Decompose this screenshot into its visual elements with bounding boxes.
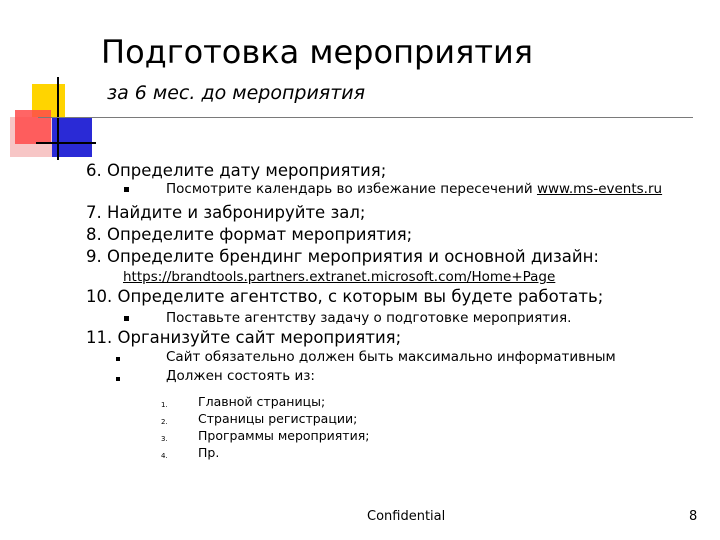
sub-list-item: Поставьте агентству задачу о подготовке мероприятия. bbox=[166, 310, 572, 326]
sub-sub-list-item: Пр. bbox=[198, 445, 220, 460]
sub-number: 1. bbox=[161, 401, 168, 409]
decor-horizontal-line bbox=[36, 142, 96, 144]
title-underline bbox=[38, 117, 693, 118]
bullet bbox=[124, 316, 129, 321]
list-item: 6. Определите дату мероприятия; bbox=[86, 161, 387, 180]
decor-vertical-line bbox=[57, 77, 59, 160]
decor-red-square bbox=[15, 110, 51, 144]
sub-sub-list-item: Страницы регистрации; bbox=[198, 411, 358, 426]
list-item: 7. Найдите и забронируйте зал; bbox=[86, 203, 366, 222]
bullet bbox=[116, 377, 120, 381]
sub-number: 2. bbox=[161, 418, 168, 426]
brandtools-link[interactable]: https://brandtools.partners.extranet.microsoft.com/Home+Page bbox=[123, 269, 556, 285]
sub-number: 3. bbox=[161, 435, 168, 443]
sub-list-item bbox=[166, 180, 662, 198]
list-item: 10. Определите агентство, с которым вы будете работать; bbox=[86, 287, 604, 306]
list-item: 8. Определите формат мероприятия; bbox=[86, 225, 413, 244]
list-item: 11. Организуйте сайт мероприятия; bbox=[86, 328, 402, 347]
page-number: 8 bbox=[689, 509, 698, 524]
sub-sub-list-item: Программы мероприятия; bbox=[198, 428, 370, 443]
slide-subtitle: за 6 мес. до мероприятия bbox=[107, 82, 366, 104]
sub-list-item: Сайт обязательно должен быть максимально информативным bbox=[166, 349, 616, 365]
ms-events-link[interactable]: www.ms-events.ru bbox=[536, 181, 663, 197]
bullet bbox=[124, 187, 129, 192]
confidential-label: Confidential bbox=[367, 509, 446, 524]
sub-number: 4. bbox=[161, 452, 168, 460]
slide-title: Подготовка мероприятия bbox=[101, 33, 534, 71]
bullet bbox=[116, 357, 120, 361]
sub-list-item: Должен состоять из: bbox=[166, 368, 315, 384]
list-item: 9. Определите брендинг мероприятия и основной дизайн: bbox=[86, 247, 599, 266]
sub-list-item-text: Посмотрите календарь во избежание пересечений bbox=[166, 181, 537, 197]
sub-sub-list-item: Главной страницы; bbox=[198, 394, 326, 409]
